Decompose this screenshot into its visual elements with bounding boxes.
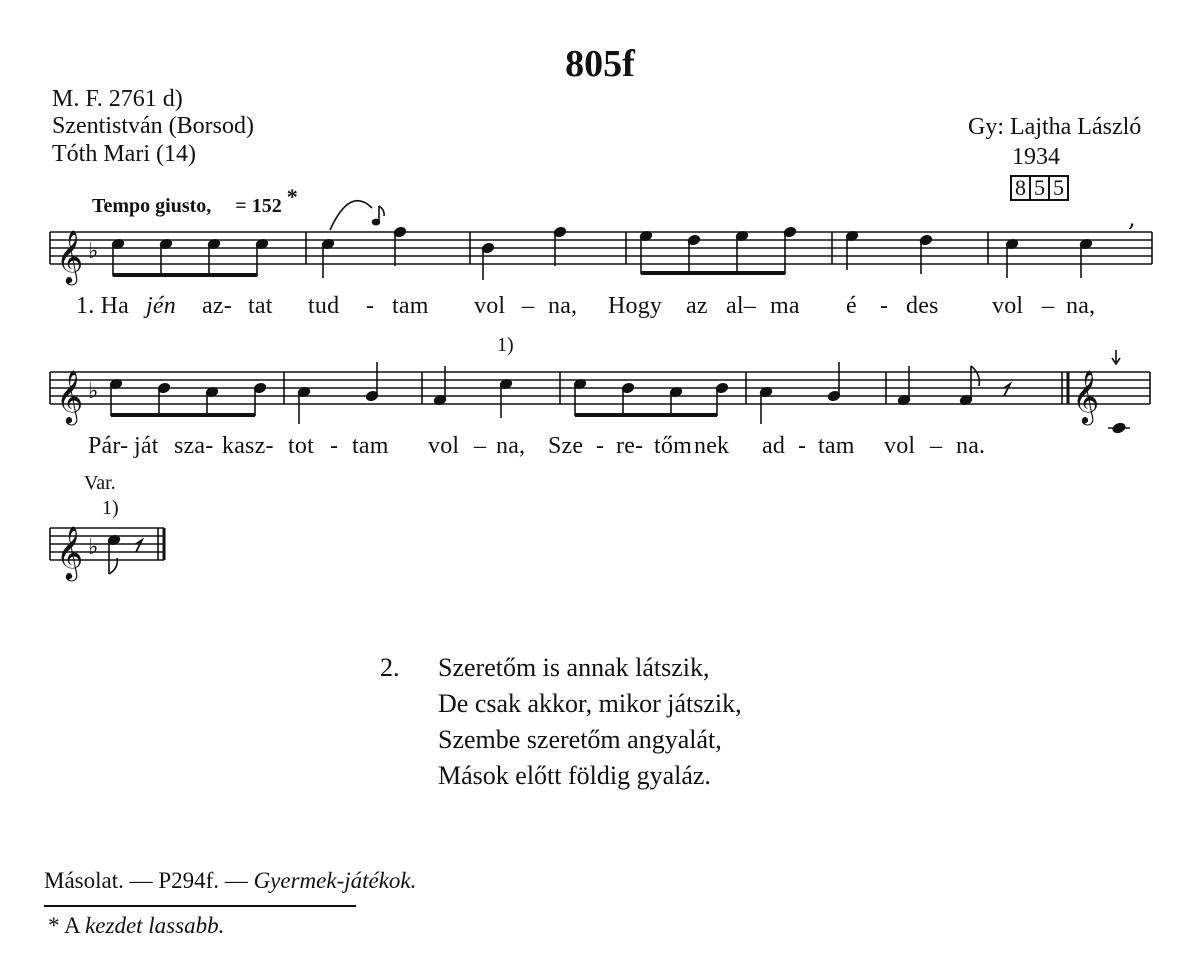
measure-6-notes xyxy=(1005,238,1092,278)
lyric-syllable: vol xyxy=(428,433,460,459)
measure-1-notes xyxy=(111,238,268,277)
lyric-syllable: nek xyxy=(694,433,730,459)
lyric-syllable: des xyxy=(906,293,939,319)
lyric-syllable: ma xyxy=(770,293,800,319)
lyric-hyphen: - xyxy=(596,433,605,459)
lyric-hyphen: – xyxy=(474,433,487,459)
tempo-footnote-mark: * xyxy=(286,184,298,209)
stanza-lines xyxy=(438,650,742,794)
lyric-syllable: vol xyxy=(992,293,1024,319)
stanza-line: Szeretőm is annak látszik, xyxy=(438,653,710,682)
flat-key-signature-icon: ♭ xyxy=(88,535,99,560)
tempo-text: Tempo giusto, xyxy=(92,195,212,217)
lyric-syllable: Pár- xyxy=(88,433,129,459)
lyric-syllable: na. xyxy=(956,433,986,459)
lyric-syllable: vol xyxy=(884,433,916,459)
lyric-hyphen: - xyxy=(880,293,889,319)
lyric-hyphen: - xyxy=(330,433,339,459)
measure-10-notes xyxy=(573,378,728,417)
genre-label: Gyermek-játékok. xyxy=(253,868,417,893)
lyric-syllable: kasz- xyxy=(222,433,274,459)
footnote-reference-mark: 1) xyxy=(497,334,514,356)
lyric-hyphen: – xyxy=(1042,293,1055,319)
lyric-syllable: 1. Ha xyxy=(76,293,129,319)
lyric-syllable: al– xyxy=(726,293,756,319)
lyric-syllable: vol xyxy=(474,293,506,319)
lyric-syllable: tam xyxy=(818,433,855,459)
lyric-syllable: az xyxy=(686,293,708,319)
variant-footnote-mark: 1) xyxy=(102,497,119,519)
lyric-syllable: az- xyxy=(202,293,232,319)
lyric-syllable: tat xyxy=(248,293,273,319)
treble-clef-icon: 𝄞 xyxy=(1072,369,1100,423)
measure-7-notes xyxy=(109,378,266,417)
variant-notes xyxy=(107,534,142,574)
measure-4-notes xyxy=(639,226,796,275)
measure-9-notes xyxy=(433,366,512,418)
lyric-syllable: é xyxy=(846,293,857,319)
lyric-syllable: na, xyxy=(1066,293,1096,319)
treble-clef-icon: 𝄞 xyxy=(56,229,84,283)
measure-3-notes xyxy=(481,226,566,280)
treble-clef-icon: 𝄞 xyxy=(56,525,84,579)
lyric-hyphen: - xyxy=(366,293,375,319)
lyric-syllable: re- xyxy=(616,433,644,459)
variant-label: Var. xyxy=(84,472,116,494)
lyric-syllable: jén xyxy=(146,293,176,319)
collector-name: Gy: Lajtha László xyxy=(968,114,1142,140)
source-note xyxy=(44,868,416,894)
footnote xyxy=(48,913,224,939)
lyric-syllable: tam xyxy=(392,293,429,319)
lyric-syllable: ját xyxy=(134,433,159,459)
treble-clef-icon: 𝄞 xyxy=(56,369,84,423)
lyric-syllable: Sze xyxy=(548,433,584,459)
lyric-hyphen: – xyxy=(522,293,535,319)
footnote-text: kezdet lassabb. xyxy=(85,913,225,938)
stanza-line: Mások előtt földig gyaláz. xyxy=(438,761,711,790)
lyric-syllable: tot xyxy=(288,433,314,459)
syllable-box: 8 xyxy=(1010,175,1029,201)
lyric-syllable: tud xyxy=(308,293,340,319)
source-note-prefix: Másolat. — P294f. — xyxy=(44,868,248,893)
collection-place: Szentistván (Borsod) xyxy=(52,113,254,139)
lyric-syllable: na, xyxy=(496,433,526,459)
stanza-number: 2. xyxy=(380,653,400,682)
lyrics-line-1 xyxy=(0,293,1200,323)
breath-mark-icon: , xyxy=(1128,204,1136,232)
flat-key-signature-icon: ♭ xyxy=(88,239,99,264)
syllable-box: 5 xyxy=(1048,175,1069,201)
lyric-syllable: Hogy xyxy=(608,293,663,319)
lyric-syllable: tőm xyxy=(654,433,692,459)
lyric-syllable: ad xyxy=(762,433,786,459)
song-number-title: 805f xyxy=(565,43,635,85)
lyrics-line-2 xyxy=(0,433,1200,463)
lyric-syllable: sza- xyxy=(174,433,214,459)
singer-name: Tóth Mari (14) xyxy=(52,141,196,167)
lyric-hyphen: – xyxy=(930,433,943,459)
stanza-line: Szembe szeretőm angyalát, xyxy=(438,725,722,754)
lyric-syllable: na, xyxy=(548,293,578,319)
lyric-hyphen: - xyxy=(798,433,807,459)
flat-key-signature-icon: ♭ xyxy=(88,379,99,404)
lyric-syllable: tam xyxy=(352,433,389,459)
archive-reference: M. F. 2761 d) xyxy=(52,86,183,112)
metronome-value: = 152 xyxy=(235,195,282,217)
collection-year: 1934 xyxy=(1012,144,1060,170)
measure-5-notes xyxy=(845,230,932,274)
stanza-line: De csak akkor, mikor játszik, xyxy=(438,689,742,718)
syllable-box: 5 xyxy=(1029,175,1048,201)
footnote-mark: * A xyxy=(48,913,80,938)
final-note xyxy=(1108,350,1130,434)
footnote-divider xyxy=(44,905,356,907)
